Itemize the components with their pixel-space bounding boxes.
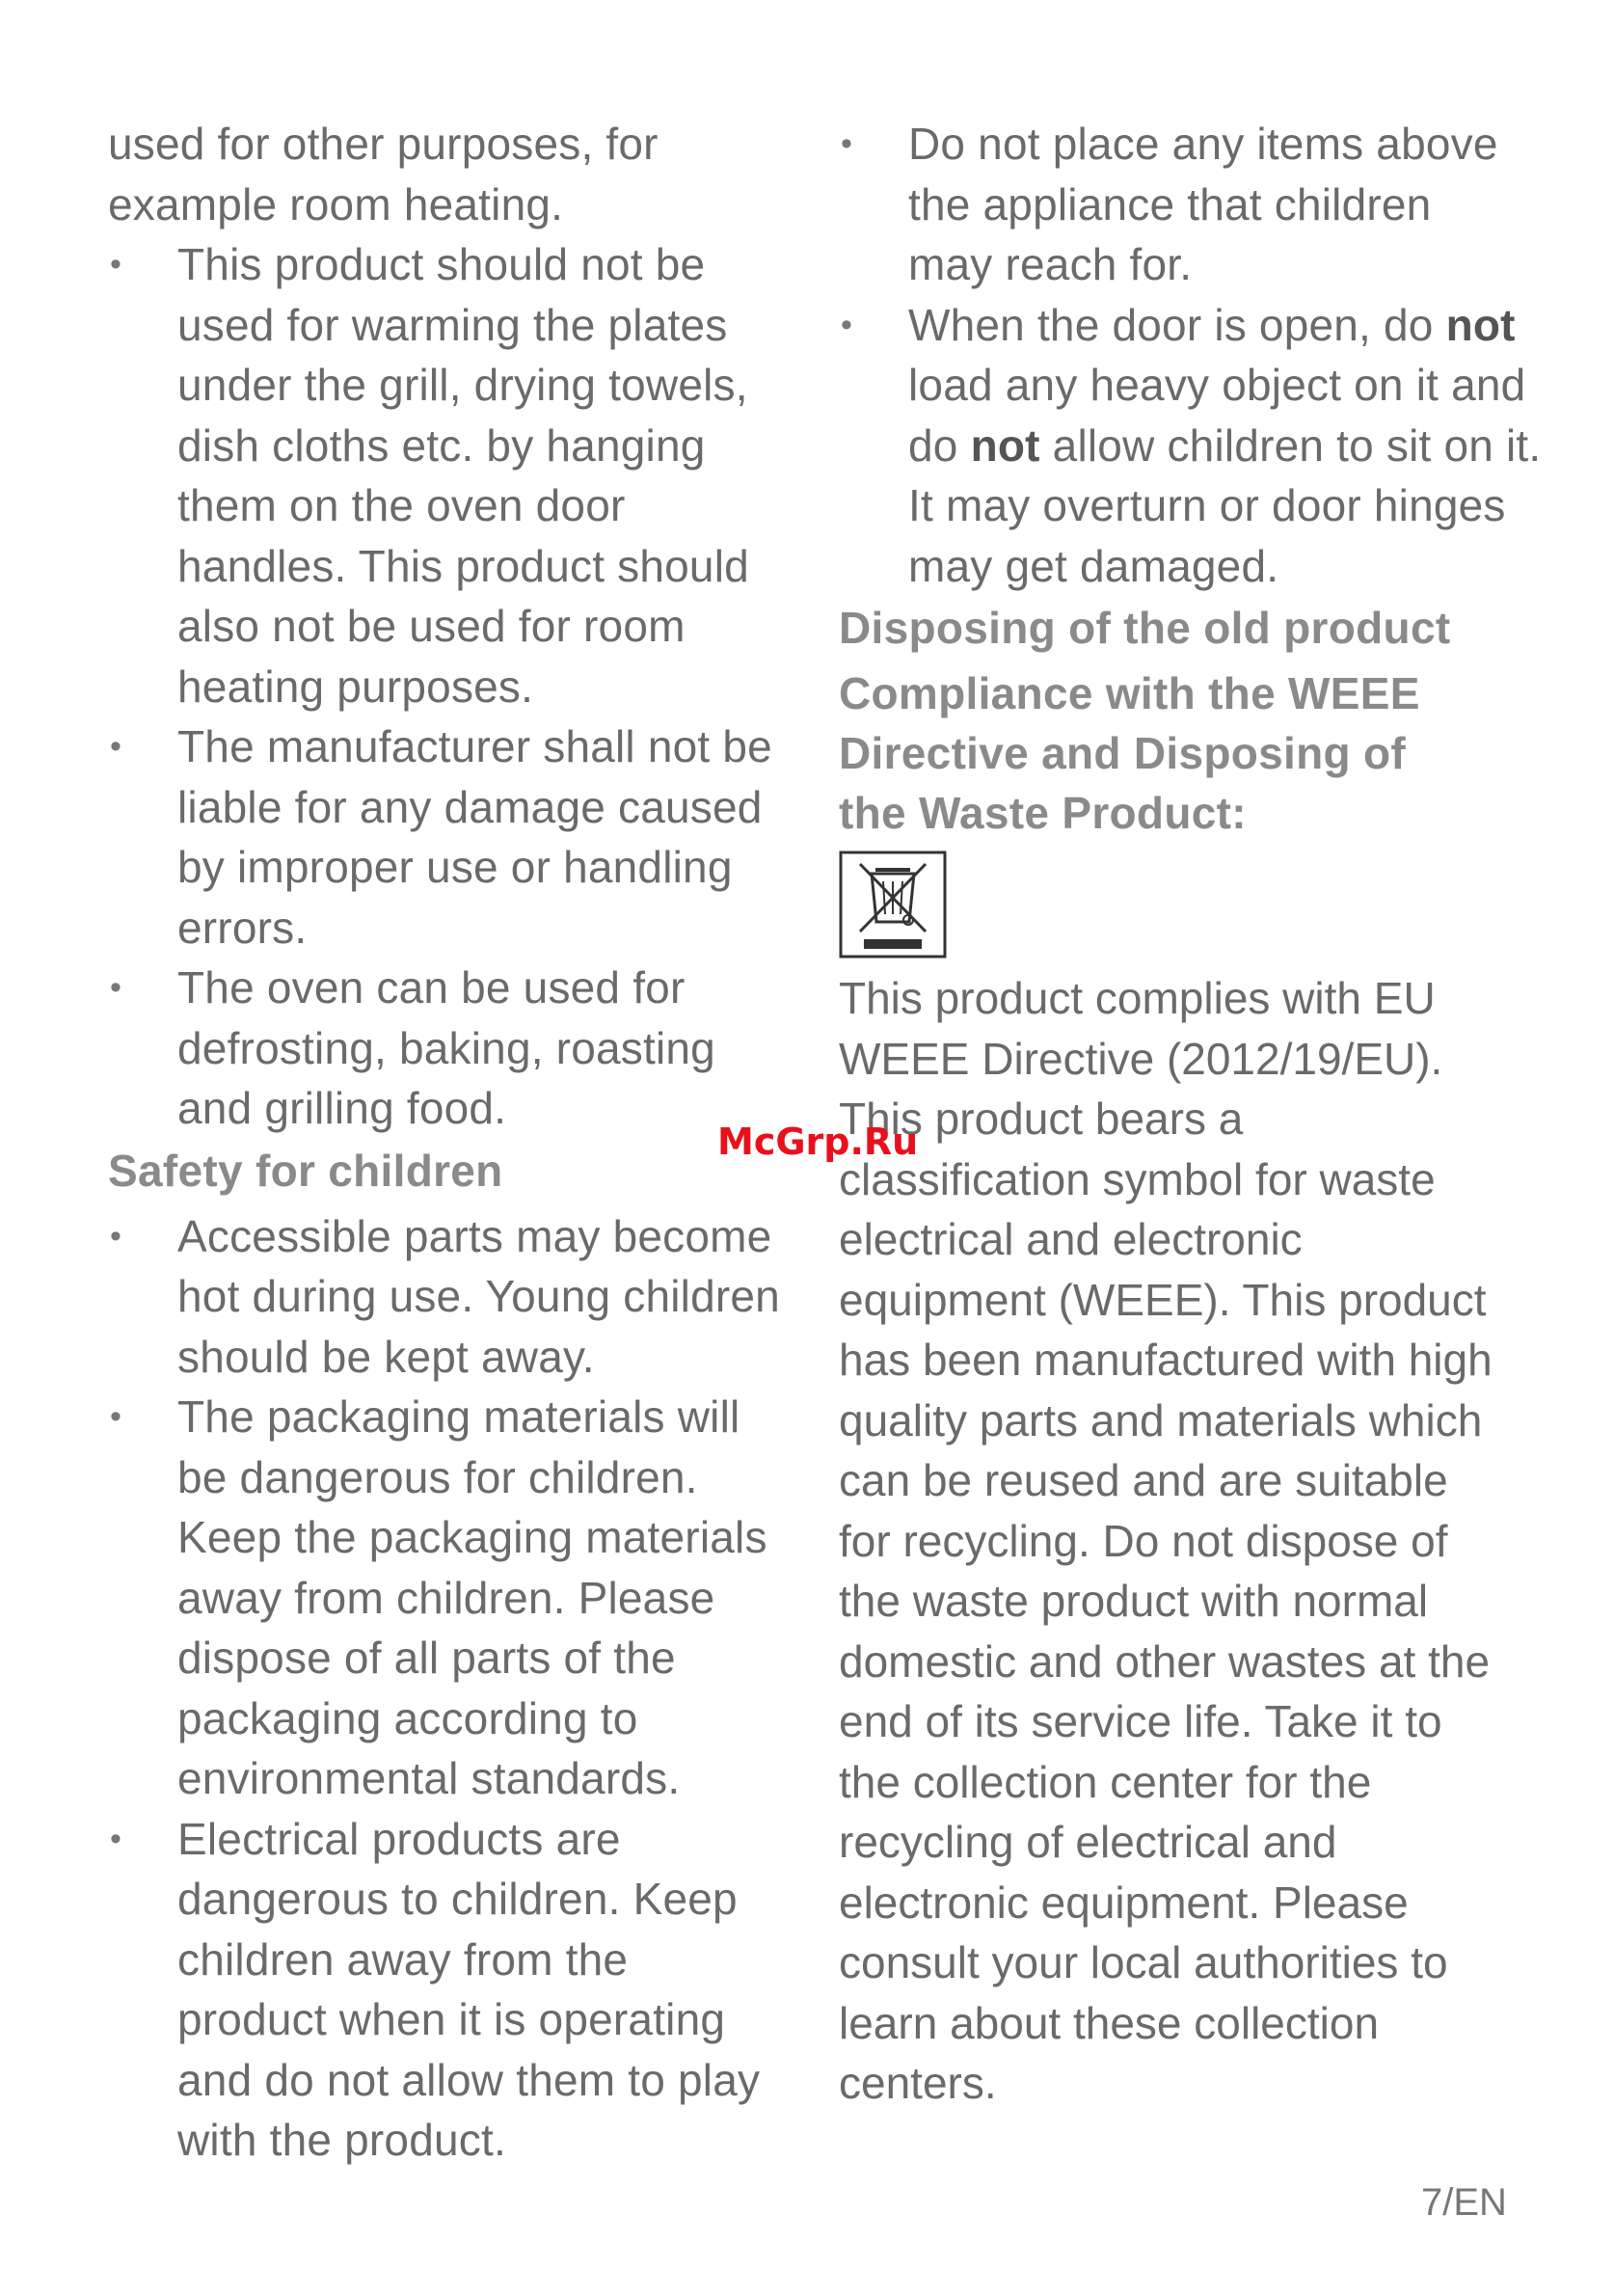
bullet-text: [908, 295, 1545, 597]
list-item: [108, 1206, 802, 1388]
section-heading-children: Safety for children: [108, 1145, 503, 1196]
bullet-icon: •: [110, 1820, 121, 1857]
watermark-text: McGrp.Ru: [717, 1121, 919, 1163]
list-item: [108, 1809, 802, 2171]
bullet-icon: •: [841, 125, 852, 162]
list-item: [108, 234, 802, 716]
bullet-text: This product should not be used for warming the plates under the grill, drying towels, dish cloths etc. by hanging them on the oven door handles. This product should also not be used for room heating purposes.: [177, 239, 749, 712]
list-item: [108, 1387, 802, 1809]
right-column: [839, 114, 1542, 2114]
page-number: 7/EN: [1421, 2181, 1507, 2224]
section-heading-weee: Compliance with the WEEE Directive and Disposing of the Waste Product:: [839, 668, 1420, 838]
bullet-text: Do not place any items above the appliance that children may reach for.: [908, 119, 1498, 289]
list-item: [839, 295, 1542, 597]
list-item: [108, 716, 802, 958]
list-item: [839, 114, 1533, 295]
bullet-icon: •: [841, 306, 852, 343]
left-column: [108, 114, 802, 2171]
bullet-text: The packaging materials will be dangerous for children. Keep the packaging materials away from children. Please dispose of all parts of the packaging according to environmental standards.: [177, 1391, 767, 1803]
bullet-icon: •: [110, 1398, 121, 1435]
bullet-text: Electrical products are dangerous to children. Keep children away from the product when it is operating and do not allow them to play with the product.: [177, 1813, 761, 2165]
list-item: [108, 958, 802, 1139]
weee-paragraph: This product complies with EU WEEE Directive (2012/19/EU). This product bears a classification symbol for waste electrical and electronic equipment (WEEE). This product has been manufactured with high quality parts and materials which can be reused and are suitable for recycling. Do not dispose of the waste product with normal domestic and other wastes at the end of its service life. Take it to the collection center for the recycling of electrical and electronic equipment. Please consult your local authorities to learn about these collection centers.: [839, 973, 1493, 2108]
emphasis-not: not: [970, 419, 1040, 471]
bullet-icon: •: [110, 728, 121, 765]
section-heading-disposing: Disposing of the old product: [839, 603, 1451, 653]
text-run: When the door is open, do: [908, 299, 1434, 350]
bullet-icon: •: [110, 969, 121, 1006]
bullet-text: The manufacturer shall not be liable for any damage caused by improper use or handling errors.: [177, 721, 772, 953]
bullet-icon: •: [110, 1217, 121, 1255]
text-run: allow children to sit on it. It may overturn or door hinges may get damaged.: [908, 419, 1542, 591]
text-run: load any heavy object on it and do: [908, 360, 1526, 471]
emphasis-not: not: [1445, 299, 1516, 350]
intro-continuation: used for other purposes, for example room heating.: [108, 119, 659, 230]
weee-crossed-bin-icon: [839, 851, 947, 959]
bullet-text: The oven can be used for defrosting, baking, roasting and grilling food.: [177, 962, 715, 1133]
bullet-text: Accessible parts may become hot during use. Young children should be kept away.: [177, 1210, 780, 1382]
bullet-icon: •: [110, 246, 121, 283]
